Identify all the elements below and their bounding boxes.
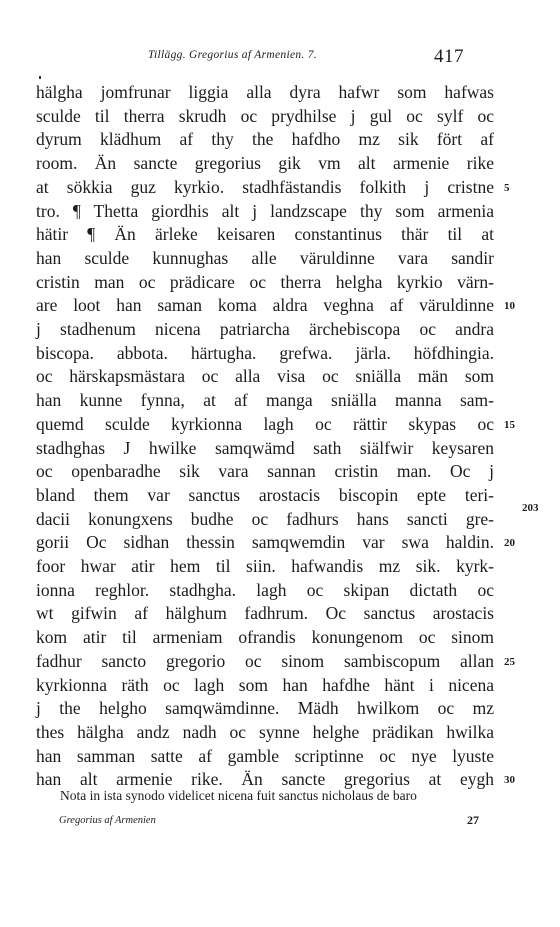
line-number: 30: [504, 774, 515, 787]
text-line: han sculde kunnughas alle väruldinne vara sandir: [36, 247, 494, 268]
footnote: Nota in ista synodo videlicet nicena fuit sanctus nicholaus de baro: [60, 788, 417, 803]
text-line: oc härskapsmästara oc alla visa oc sniälla män som: [36, 366, 494, 387]
text-line: oc openbaradhe sik vara sannan cristin man. Oc j: [36, 461, 494, 482]
body-text: [36, 81, 494, 792]
text-line: sculde til therra skrudh oc prydhilse j gul oc sylf oc: [36, 105, 494, 126]
text-line: bland them var sanctus arostacis biscopin epte teri-: [36, 484, 494, 505]
page-mark: [39, 76, 41, 79]
text-line: j stadhenum nicena patriarcha ärchebiscopa oc andra: [36, 319, 494, 340]
text-line: han samman satte af gamble scriptinne oc nye lyuste: [36, 745, 494, 766]
signature-mark: Gregorius af Armenien: [59, 815, 156, 826]
text-line: hätir ¶ Än ärleke keisaren constantinus thär til at: [36, 224, 494, 245]
text-line: j the helgho samqwämdinne. Mädh hwilkom oc mz: [36, 698, 494, 719]
text-line: room. Än sancte gregorius gik vm alt armenie rike: [36, 153, 494, 174]
text-line: foor hwar atir hem til siin. hafwandis mz sik. kyrk-: [36, 556, 494, 577]
text-line: at sökkia guz kyrkio. stadhfästandis folkith j cristne: [36, 176, 494, 197]
text-line: stadhghas J hwilke samqwämd sath siälfwir keysaren: [36, 437, 494, 458]
text-line: fadhur sancto gregorio oc sinom sambiscopum allan: [36, 650, 494, 671]
line-number: 10: [504, 300, 515, 313]
line-number: 5: [504, 181, 510, 194]
line-number: 20: [504, 537, 515, 550]
line-number: 25: [504, 655, 515, 668]
text-line: han kunne fynna, at af manga sniälla manna sam-: [36, 390, 494, 411]
text-line: kom atir til armeniam ofrandis konungenom oc sinom: [36, 627, 494, 648]
running-head: Tillägg. Gregorius af Armenien. 7.: [148, 49, 317, 61]
text-line: cristin man oc prädicare oc therra helgha kyrkio värn-: [36, 271, 494, 292]
text-line: dyrum klädhum af thy the hafdho mz sik fört af: [36, 129, 494, 150]
text-line: ionna reghlor. stadhgha. lagh oc skipan dictath oc: [36, 579, 494, 600]
text-line: han alt armenie rike. Än sancte gregorius at eygh: [36, 769, 494, 790]
text-line: are loot han saman koma aldra veghna af väruldinne: [36, 295, 494, 316]
text-line: wt gifwin af hälghum fadhrum. Oc sanctus arostacis: [36, 603, 494, 624]
text-line: quemd sculde kyrkionna lagh oc rättir skypas oc: [36, 413, 494, 434]
text-line: dacii konungxens budhe oc fadhurs hans sancti gre-: [36, 508, 494, 529]
text-line: kyrkionna räth oc lagh som han hafdhe hänt i nicena: [36, 674, 494, 695]
page-number: 417: [434, 46, 464, 67]
manuscript-folio-reference: 203: [522, 501, 539, 514]
text-line: tro. ¶ Thetta giordhis alt j landzscape thy som armenia: [36, 200, 494, 221]
signature-number: 27: [467, 813, 479, 827]
text-line: hälgha jomfrunar liggia alla dyra hafwr som hafwas: [36, 82, 494, 102]
text-line: thes hälgha andz nadh oc synne helghe prädikan hwilka: [36, 721, 494, 742]
text-line: gorii Oc sidhan thessin samqwemdin var swa haldin.: [36, 532, 494, 553]
text-line: biscopa. abbota. härtugha. grefwa. järla. höfdhingia.: [36, 342, 494, 363]
line-number: 15: [504, 418, 515, 431]
